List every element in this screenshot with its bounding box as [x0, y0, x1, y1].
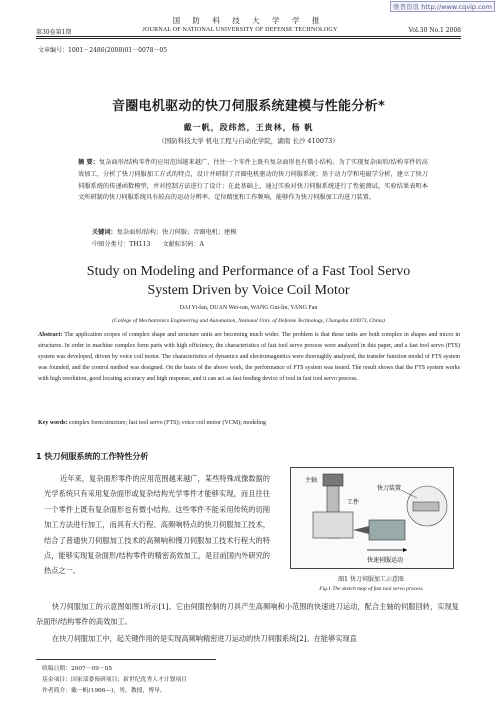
authors-cn: 戴一帆，段纬然，王贵林，杨 帆 — [183, 122, 314, 132]
abstract-cn — [78, 157, 428, 204]
keywords-en-label: Key words: — [38, 420, 68, 426]
keywords-cn-label: 关键词： — [92, 229, 117, 236]
abstract-en — [38, 330, 460, 385]
volume-en: Vol.30 No.1 2008 — [408, 27, 461, 34]
paper-title-cn: 音圈电机驱动的快刀伺服系统建模与性能分析* — [111, 99, 386, 114]
affiliation-cn: （国防科技大学 机电工程与自动化学院，湖南 长沙 410073） — [158, 137, 339, 145]
motion-arrowhead — [403, 548, 407, 552]
abstract-en-text: The application scopes of complex shape and structure units are becoming much wider. The problem is that these units are both complex in shapes and micro in structures. In order to machine complex form parts with high efficiency, the characteristics of fast tool servo process were analyzed in this paper, and a fast tool servo (FTS) system was developed, driven by voice coil motor. The characteristics of dynamics and electromagnetics were thoroughly analyzed, the transfer function model of FTS system was founded, and the control method was designed. On the basis of the above work, the performance of FTS system was tested. The result shows that the FTS system works with high resolution, good locating accuracy and high response, and it can act as fast feeding device of tool in fast tool servo process. — [38, 332, 460, 382]
clc-number: 中图分类号：TH113 — [92, 241, 151, 248]
figure-1-caption-en: Fig.1 The sketch map of fast tool servo process — [319, 586, 423, 592]
figure-1-sketch — [291, 468, 453, 568]
section-heading: 1 快刀伺服系统的工作特性分析 — [36, 452, 149, 461]
keywords-en-text: complex form/structure; fast tool servo (FTS); voice coil motor (VCM); modeling — [69, 420, 266, 426]
authors-en: DAI Yi-fan, DUAN Wei-ran, WANG Gui-lin, YANG Fan — [179, 305, 318, 311]
figure-1-caption-cn: 图1 快刀伺服加工示意图 — [338, 576, 404, 583]
spindle-shape — [323, 474, 343, 486]
watermark: 维普资讯 http://www.cqvip.com — [390, 1, 495, 12]
header-rule-double — [36, 38, 461, 39]
abstract-cn-text: 复杂面形/结构零件的应用范围越来越广，往往一个零件上既有复杂面形也有微小结构。为了实现复杂面形/结构零件的高效加工，分析了快刀伺服加工方式的特点，设计并研制了音圈电机驱动的快刀伺服系统；基于动力学和电磁学分析，建立了快刀伺服系统的传递函数模型，并对控制方法进行了设计；在此基础上，通过实验对快刀伺服系统进行了性能测试，实验结果表明本文所研制的快刀伺服系统具有较高的运动分辨率、定位精度和工作频响，能够作为快刀伺服加工的进刀装置。 — [78, 159, 428, 202]
label-spindle: 主轴 — [305, 477, 318, 484]
journal-name-cn: 国 防 科 技 大 学 学 报 — [172, 16, 325, 25]
footnote-received: 收稿日期：2007－09－05 — [42, 666, 113, 672]
label-workpiece: 工件 — [347, 499, 360, 506]
label-fast-motion: 快速伺服运动 — [367, 557, 404, 564]
footnote-fund: 基金项目：国家部委预研项目；新世纪优秀人才计划项目 — [42, 677, 187, 683]
article-number: 文章编号：1001－2486(2008)01－0078－05 — [38, 47, 168, 54]
document-code: 文献标识码：A — [162, 241, 205, 248]
figure-1 — [290, 467, 454, 569]
running-header — [36, 27, 461, 36]
abstract-cn-label: 摘 要： — [78, 159, 99, 166]
tool-tip-shape — [353, 526, 369, 534]
keywords-en — [38, 420, 266, 426]
body-paragraph-2: 快刀伺服加工的示意图如图1所示[1]。它由伺服控制的刀具产生高频响和小范围的快速进刀运动，配合主轴的伺服回转，实现复杂面形/结构零件的高效加工。 — [36, 602, 459, 627]
paper-title-en-text: Study on Modeling and Performance of a Fast Tool Servo System Driven by Voice Coil Motor — [86, 264, 411, 298]
keywords-cn-text: 复杂面形/结构；快刀伺服；音圈电机；建模 — [116, 229, 237, 236]
journal-name-en: JOURNAL OF NATIONAL UNIVERSITY OF DEFENSE TECHNOLOGY — [142, 27, 338, 33]
header-rule — [36, 36, 461, 37]
body-paragraph-3: 在快刀伺服加工中，起关键作用的是实现高频响精密进刀运动的快刀伺服系统[2]。在能够实现直 — [52, 634, 357, 643]
paper-title-en — [0, 262, 497, 300]
classification-cn — [92, 239, 214, 248]
footnote-author: 作者简介：戴一帆(1966—)，男，教授，博导。 — [42, 688, 166, 694]
detail-rect-shape — [413, 502, 439, 511]
label-fts-device: 快刀装置 — [377, 485, 402, 492]
workpiece-shape — [313, 512, 353, 538]
body-paragraph-1: 近年来，复杂面形零件的应用范围越来越广，某些特殊成像数据的光学系统只有采用复杂面形或复杂结构光学零件才能够实现，而且往往一个零件上既有复杂面形也有微小结构。这些零件不能采用传统的切削加工方法进行加工，而具有大行程、高频响特点的快刀伺服加工技术，结合了普通快刀伺服加工技术的高频响和慢刀伺服加工技术行程大的特点，能够实现复杂面形/结构零件的精密高效加工，是目前国内外研究的热点之一。 — [44, 474, 270, 576]
fts-device-shape — [369, 520, 405, 540]
keywords-cn — [92, 227, 236, 236]
footnote-rule — [36, 659, 216, 660]
affiliation-en: (College of Mechatronics Engineering and Automation, National Univ. of Defense Technology, Changsha 410073, China) — [112, 318, 385, 324]
abstract-en-label: Abstract: — [38, 332, 63, 338]
volume-cn: 第30卷第1期 — [36, 29, 72, 36]
